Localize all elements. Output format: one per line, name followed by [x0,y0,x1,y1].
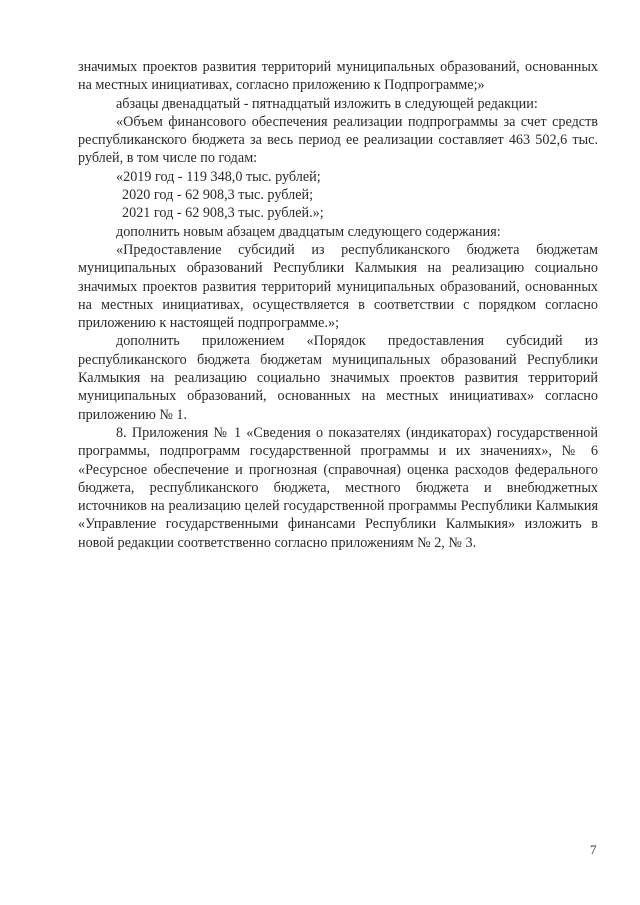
year-2019-line: «2019 год - 119 348,0 тыс. рублей; [116,168,321,185]
paragraph-add-appendix: дополнить приложением «Порядок предоставления субсидий из республиканского бюджета бюджетам муниципальных образований Республики Калмыкия на реализацию социально значимых проектов развития территорий муниципальных образований, основанных на местных инициативах» согласно приложению № 1. [78,333,598,423]
paragraph-funding-volume: «Объем финансового обеспечения реализации подпрограммы за счет средств республиканского бюджета за весь период ее реализации составляет 463 502,6 тыс. рублей, в том числе по годам: [78,113,598,167]
paragraph-new-20-intro: дополнить новым абзацем двадцатым следующего содержания: [116,223,501,240]
paragraph-continuation: значимых проектов развития территорий муниципальных образований, основанных на местных инициативах, согласно приложению к Подпрограмме;» [78,59,598,94]
year-2020-line: 2020 год - 62 908,3 тыс. рублей; [122,187,314,204]
paragraph-item-8: 8. Приложения № 1 «Сведения о показателях (индикаторах) государственной программы, подпрограмм государственной программы и их значениях», № 6 «Ресурсное обеспечение и прогнозная (справочная) оценка расходов федерального бюджета, республиканского бюджета, местного бюджета и внебюджетных источников на реализацию целей государственной программы Республики Калмыкия «Управление государственными финансами Республики Калмыкия» изложить в новой редакции соответственно согласно приложениям № 2, № 3. [78,424,598,551]
page-number: 7 [590,842,597,857]
year-2021-line: 2021 год - 62 908,3 тыс. рублей.»; [122,205,324,222]
document-body [78,58,598,552]
paragraph-12-15-intro: абзацы двенадцатый - пятнадцатый изложить в следующей редакции: [116,95,538,112]
paragraph-subsidy-provision: «Предоставление субсидий из республиканского бюджета бюджетам муниципальных образований Республики Калмыкия на реализацию социально значимых проектов развития территорий муниципальных образований, основанных на местных инициативах, осуществляется в соответствии с порядком согласно приложению к настоящей подпрограмме.»; [78,241,598,332]
